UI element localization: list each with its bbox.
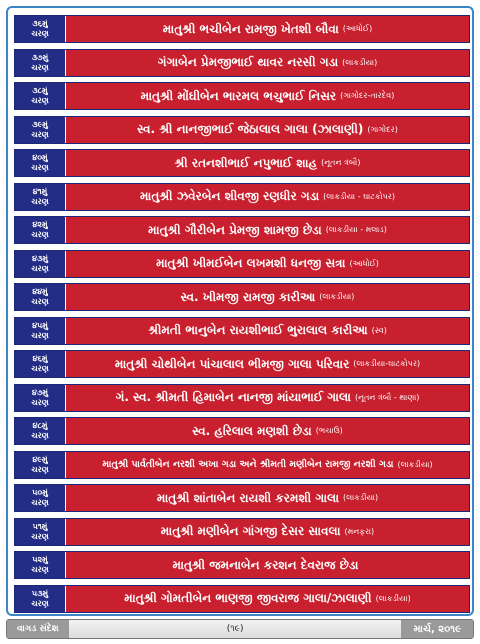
step-label: ચરણ: [31, 297, 49, 306]
list-item: [14, 484, 470, 512]
step-label: ચરણ: [31, 96, 49, 105]
step-label: ચરણ: [31, 531, 49, 541]
donor-name: સ્વ. ખીમજી રામજી કારીઆ: [180, 289, 316, 304]
donor-name: માતુશ્રી ઝવેરબેન શીવજી રણધીર ગડા: [139, 189, 320, 203]
step-number: ૫૩મું: [31, 588, 49, 598]
step-badge: [15, 318, 66, 344]
step-label: ચરણ: [31, 397, 49, 407]
list-item: [14, 451, 470, 479]
donor-list: [14, 15, 470, 613]
donor-location: (ગાગોદર): [367, 124, 398, 134]
donor-name: માતુશ્રી પાર્વતીબેન નરશી અખા ગડા અને શ્રીમતી મણીબેન રામજી નરશી ગડા: [102, 459, 394, 470]
step-badge: [15, 452, 66, 478]
publication-name: વાગડ સંદેશ: [7, 620, 69, 638]
step-number: ૩૮મું: [32, 86, 48, 95]
step-badge: [15, 50, 66, 76]
donor-name: શ્રીમતી ભાનુબેન રાયશીભાઈ ભુરાલાલ કારીઆ: [148, 323, 368, 337]
step-label: ચરણ: [31, 263, 49, 273]
step-badge: [15, 351, 66, 377]
donor-name-cell: [66, 50, 469, 76]
donor-name-cell: [66, 418, 469, 444]
donor-name-cell: [66, 452, 469, 478]
donor-location: (સ્વ): [371, 325, 387, 335]
donor-location: (મનફરા): [344, 526, 375, 536]
donor-name: સ્વ. શ્રી નાનજીભાઈ જેઠાલાલ ગાલા (ઝાલાણી): [137, 122, 364, 136]
issue-date: માર્ચ, ૨૦૧૯: [401, 620, 473, 638]
step-badge: [15, 83, 66, 109]
donor-name: માતુશ્રી શાંતાબેન રાયશી કરમશી ગાલા: [156, 490, 340, 505]
step-number: ૩૭મું: [31, 52, 49, 62]
list-item: [14, 15, 470, 43]
donor-name-cell: [66, 150, 469, 176]
donor-location: (ગાગોદર-તારદેવ): [340, 91, 395, 100]
step-badge: [15, 117, 66, 143]
donor-name: ગંગાબેન પ્રેમજીભાઈ થાવર નરસી ગડા: [157, 55, 339, 69]
step-number: ૪૨મું: [32, 220, 48, 229]
donor-name-cell: [66, 83, 469, 109]
donor-location: (લાકડીયા - ઘાટકોપર): [323, 191, 396, 201]
donor-name: ગં. સ્વ. શ્રીમતી હિમાબેન નાનજી માંયાભાઈ ગાલા: [115, 390, 351, 404]
step-number: ૪૯મું: [32, 454, 48, 464]
list-item: [14, 518, 470, 546]
donor-name-cell: [66, 16, 469, 42]
donor-name: માતુશ્રી ખીમઈબેન લખમશી ધનજી સત્રા: [156, 256, 346, 270]
step-number: ૪૧મું: [32, 186, 48, 196]
list-item: [14, 183, 470, 211]
list-item: [14, 116, 470, 144]
donor-name: માતુશ્રી ચોથીબેન પાંચાલાલ ભીમજી ગાલા પરિવાર: [114, 356, 350, 371]
donor-name: માતુશ્રી ગૌરીબેન પ્રેમજી શામજી છેડા: [148, 222, 322, 237]
donor-name-cell: [66, 351, 469, 377]
donor-location: (આધોઈ): [342, 24, 373, 33]
donor-location: (લાકડીયા-ઘાટકોપર): [353, 359, 421, 368]
donor-location: (લાકડીયા): [319, 292, 355, 301]
step-label: ચરણ: [31, 29, 49, 38]
list-item: [14, 149, 470, 177]
donor-name-cell: [66, 318, 469, 344]
donor-name-cell: [66, 117, 469, 143]
step-number: ૪૬મું: [32, 354, 48, 363]
step-label: ચરણ: [31, 364, 49, 373]
donor-location: (નૂતન ત્રંબૌ): [321, 158, 361, 167]
step-number: ૪૫મું: [32, 320, 48, 330]
donor-name-cell: [66, 184, 469, 210]
donor-name-cell: [66, 552, 469, 578]
list-item: [14, 317, 470, 345]
step-badge: [15, 16, 66, 42]
page-number: (૧૯): [226, 624, 244, 634]
donor-location: (લાકડીયા - મલાડ): [325, 225, 387, 234]
step-number: ૫૧મું: [32, 521, 48, 531]
step-label: ચરણ: [31, 62, 49, 72]
step-number: ૪૩મું: [32, 253, 48, 263]
donor-name-cell: [66, 519, 469, 545]
step-number: ૪૮મું: [32, 421, 48, 430]
step-label: ચરણ: [31, 598, 49, 608]
step-label: ચરણ: [31, 230, 49, 239]
step-badge: [15, 418, 66, 444]
step-badge: [15, 552, 66, 578]
step-number: ૪૭મું: [31, 387, 49, 397]
step-label: ચરણ: [31, 129, 49, 139]
list-item: [14, 585, 470, 613]
donor-name: માતુશ્રી ભચીબેન રામજી ખેતશી બૌવા: [162, 21, 339, 36]
list-item: [14, 216, 470, 244]
step-number: ૩૬મું: [32, 19, 48, 28]
step-badge: [15, 519, 66, 545]
donor-location: (લાકડીયા): [342, 57, 378, 67]
donor-location: (ભચાઉ): [315, 426, 343, 435]
step-badge: [15, 485, 66, 511]
step-label: ચરણ: [31, 464, 49, 474]
list-item: [14, 250, 470, 278]
donor-name-cell: [66, 485, 469, 511]
page-footer: [6, 619, 474, 639]
donor-location: (નૂતન ત્રંબૌ - થાણા): [355, 392, 420, 402]
step-number: ૫૦મું: [32, 488, 48, 497]
donor-name: માતુશ્રી ગોમતીબેન ભાણજી જીવરાજ ગાલા/ઝાલાણી: [124, 591, 372, 605]
step-label: ચરણ: [31, 431, 49, 440]
donor-location: (લાકડીયા): [397, 459, 433, 469]
step-badge: [15, 251, 66, 277]
page-frame: [6, 6, 474, 616]
list-item: [14, 82, 470, 110]
list-item: [14, 283, 470, 311]
step-badge: [15, 385, 66, 411]
donor-name: માતુશ્રી મણીબેન ગાંગજી દેસર સાવલા: [160, 524, 341, 538]
list-item: [14, 417, 470, 445]
step-badge: [15, 217, 66, 243]
list-item: [14, 551, 470, 579]
step-badge: [15, 184, 66, 210]
step-number: ૪૦મું: [32, 153, 48, 162]
donor-name: માતુશ્રી જમનાબેન કરશન દેવરાજ છેડા: [172, 557, 359, 572]
step-number: ૩૯મું: [32, 119, 48, 129]
donor-name-cell: [66, 385, 469, 411]
donor-name-cell: [66, 251, 469, 277]
step-label: ચરણ: [31, 330, 49, 340]
step-badge: [15, 284, 66, 310]
step-label: ચરણ: [31, 163, 49, 172]
donor-name-cell: [66, 217, 469, 243]
list-item: [14, 49, 470, 77]
donor-name: સ્વ. હરિલાલ મણશી છેડા: [192, 423, 312, 438]
donor-location: (આધોઈ): [349, 258, 379, 268]
step-badge: [15, 586, 66, 612]
donor-location: (લાકડીયા): [343, 493, 379, 502]
step-label: ચરણ: [31, 196, 49, 206]
donor-name-cell: [66, 284, 469, 310]
donor-name: માતુશ્રી મોંઘીબેન ભારમલ ભચુભાઈ નિસર: [140, 88, 337, 103]
step-number: ૪૪મું: [32, 287, 48, 296]
donor-location: (લાકડીયા): [375, 593, 411, 603]
step-number: ૫૨મું: [32, 555, 48, 564]
step-badge: [15, 150, 66, 176]
donor-name: શ્રી રતનશીભાઈ નપુભાઈ શાહ: [174, 155, 318, 170]
step-label: ચરણ: [31, 498, 49, 507]
donor-name-cell: [66, 586, 469, 612]
step-label: ચરણ: [31, 565, 49, 574]
list-item: [14, 384, 470, 412]
list-item: [14, 350, 470, 378]
